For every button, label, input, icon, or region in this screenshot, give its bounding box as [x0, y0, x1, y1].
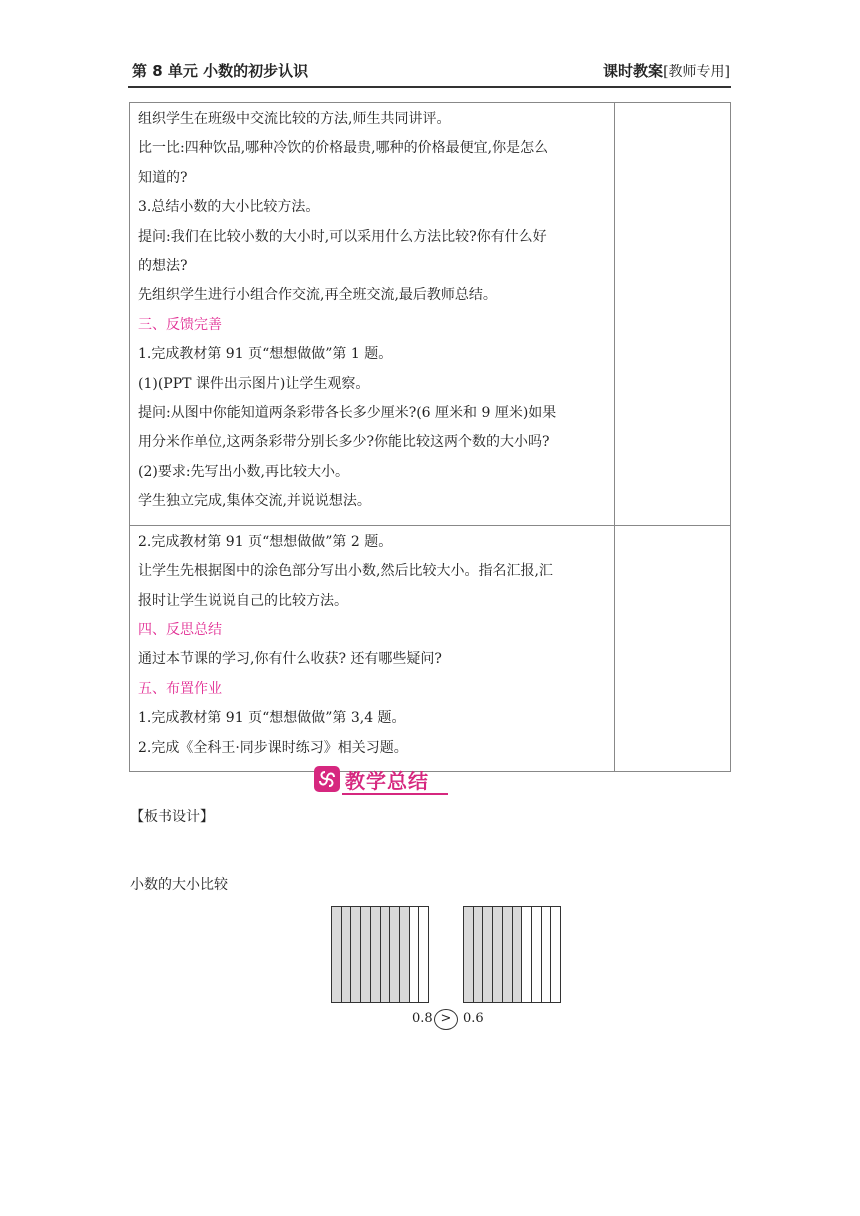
text-line: 让学生先根据图中的涂色部分写出小数,然后比较大小。指名汇报,汇	[138, 563, 553, 580]
text-line: 用分米作单位,这两条彩带分别长多少?你能比较这两个数的大小吗?	[138, 434, 550, 451]
grid-column	[542, 907, 552, 1002]
text-line: 组织学生在班级中交流比较的方法,师生共同讲评。	[138, 111, 451, 127]
grid-column-shaded	[513, 907, 523, 1002]
text-line: 1.完成教材第 91 页“想想做做”第 1 题。	[138, 346, 393, 363]
grid-column-shaded	[474, 907, 484, 1002]
grid-column-shaded	[351, 907, 361, 1002]
header-unit-title: 第 8 单元 小数的初步认识	[132, 62, 309, 80]
grid-column-shaded	[503, 907, 513, 1002]
text-line: 报时让学生说说自己的比较方法。	[138, 592, 348, 609]
text-line: 1.完成教材第 91 页“想想做做”第 3,4 题。	[138, 710, 406, 727]
board-design-label: 【板书设计】	[130, 809, 214, 825]
text-line: 知道的?	[138, 169, 188, 186]
grid-column-shaded	[390, 907, 400, 1002]
grid-column-shaded	[483, 907, 493, 1002]
flower-swirl-icon	[314, 766, 340, 792]
grid-column-shaded	[493, 907, 503, 1002]
table-row	[130, 525, 731, 771]
grid-column-shaded	[400, 907, 410, 1002]
section-heading: 四、反思总结	[138, 621, 222, 638]
text-line: 通过本节课的学习,你有什么收获? 还有哪些疑问?	[138, 651, 442, 668]
section-banner-title: 教学总结	[345, 769, 429, 793]
section-banner	[314, 764, 448, 794]
text-line: 的想法?	[138, 258, 188, 275]
grid-column	[419, 907, 428, 1002]
header-divider	[128, 86, 731, 88]
text-line: 先组织学生进行小组合作交流,再全班交流,最后教师总结。	[138, 287, 497, 304]
text-line: 3.总结小数的大小比较方法。	[138, 199, 320, 216]
grid-column	[532, 907, 542, 1002]
table-cell-notes	[614, 525, 730, 771]
section-heading: 三、反馈完善	[138, 316, 222, 333]
right-decimal-value: 0.6	[463, 1011, 484, 1026]
header-doc-type-note: [教师专用]	[663, 64, 730, 80]
grid-column-shaded	[464, 907, 474, 1002]
grid-column	[410, 907, 420, 1002]
grid-column-shaded	[381, 907, 391, 1002]
lesson-plan-table	[129, 102, 731, 772]
comparison-symbol: >	[434, 1009, 458, 1030]
section-heading: 五、布置作业	[138, 680, 222, 697]
text-line: 比一比:四种饮品,哪种冷饮的价格最贵,哪种的价格最便宜,你是怎么	[138, 140, 549, 157]
section-banner-underline	[342, 793, 448, 795]
grid-column	[551, 907, 560, 1002]
table-cell-notes	[614, 103, 730, 526]
grid-column-shaded	[332, 907, 342, 1002]
text-line: 2.完成教材第 91 页“想想做做”第 2 题。	[138, 533, 393, 550]
decimal-grid-left	[331, 906, 429, 1003]
text-line: 2.完成《全科王·同步课时练习》相关习题。	[138, 739, 408, 756]
text-line: (2)要求:先写出小数,再比较大小。	[138, 463, 349, 480]
grid-column-shaded	[342, 907, 352, 1002]
header-doc-type	[603, 60, 730, 81]
left-decimal-value: 0.8	[412, 1011, 433, 1026]
table-row	[130, 103, 731, 526]
figure-title: 小数的大小比较	[130, 877, 228, 893]
grid-column	[522, 907, 532, 1002]
header-doc-type-main: 课时教案	[603, 62, 664, 80]
table-cell-content	[130, 103, 615, 526]
text-line: 提问:我们在比较小数的大小时,可以采用什么方法比较?你有什么好	[138, 228, 547, 245]
table-cell-content	[130, 525, 615, 771]
grid-column-shaded	[361, 907, 371, 1002]
decimal-grid-right	[463, 906, 561, 1003]
grid-column-shaded	[371, 907, 381, 1002]
text-line: 提问:从图中你能知道两条彩带各长多少厘米?(6 厘米和 9 厘米)如果	[138, 405, 557, 422]
text-line: (1)(PPT 课件出示图片)让学生观察。	[138, 375, 370, 392]
text-line: 学生独立完成,集体交流,并说说想法。	[138, 493, 371, 510]
